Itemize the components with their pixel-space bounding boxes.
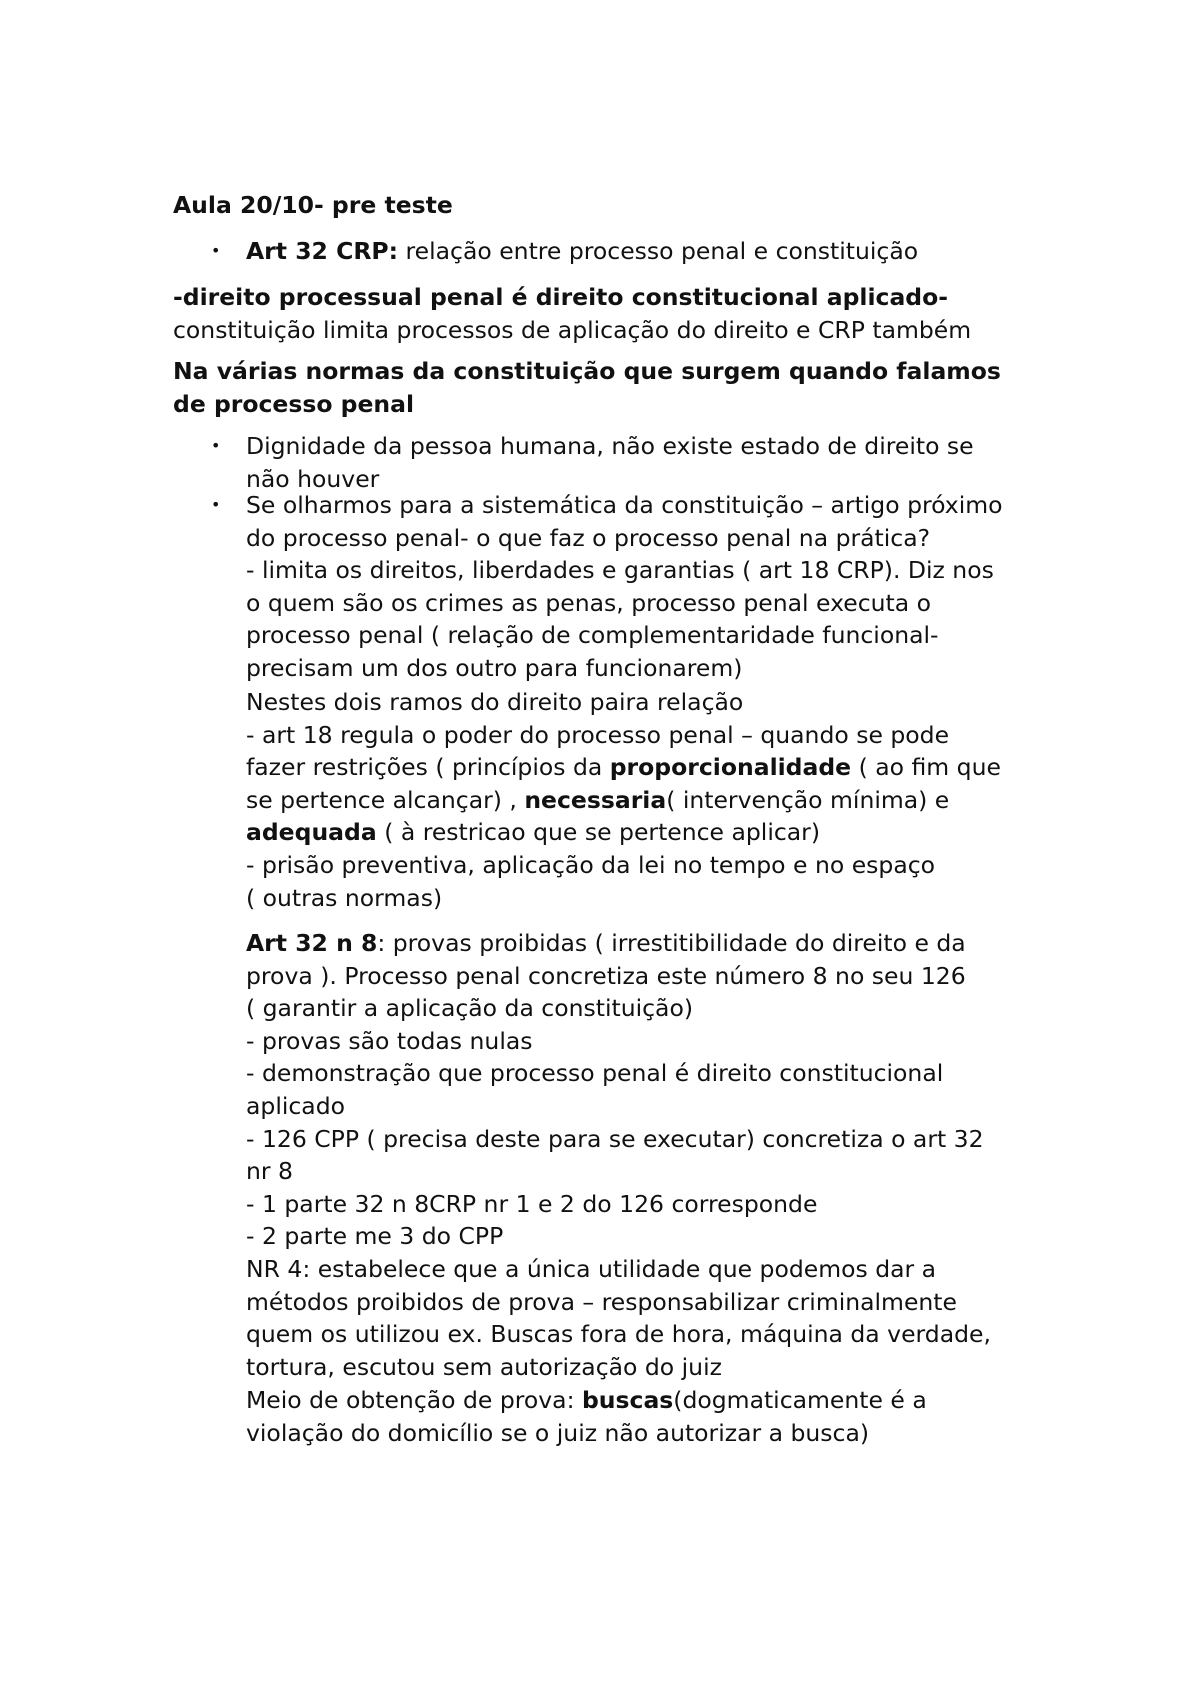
item-text: relação entre processo penal e constituição (398, 237, 919, 265)
paragraph: Nestes dois ramos do direito paira relação - art 18 regula o poder do processo penal – quando se pode fazer restrições ( princípios da proporcionalidade ( ao fim que se pertence alcançar) , necessaria( intervenção mínima) e adequada ( à restricao que se pertence aplicar) - prisão preventiva, aplicação da lei no tempo e no espaço ( outras normas) (246, 688, 1001, 912)
page-title: Aula 20/10- pre teste (173, 191, 453, 219)
bullet-icon: • (211, 495, 221, 514)
bullet-icon: • (211, 436, 221, 455)
list-item: Dignidade da pessoa humana, não existe estado de direito se não houver (246, 432, 974, 493)
list-item: Se olharmos para a sistemática da constituição – artigo próximo do processo penal- o que faz o processo penal na prática? - limita os direitos, liberdades e garantias ( art 18 CRP). Diz nos o quem são os crimes as penas, processo penal executa o processo penal ( relação de complementaridade funcional- precisam um dos outro para funcionarem) (246, 491, 1003, 682)
item-label: Art 32 CRP: (246, 237, 399, 265)
paragraph: Art 32 n 8: provas proibidas ( irrestitibilidade do direito e da prova ). Processo penal concretiza este número 8 no seu 126 ( garantir a aplicação da constituição) - provas são todas nulas - demonstração que processo penal é direito constitucional aplicado - 126 CPP ( precisa deste para se executar) concretiza o art 32 nr 8 - 1 parte 32 n 8CRP nr 1 e 2 do 126 corresponde - 2 parte me 3 do CPP NR 4: estabelece que a única utilidade que podemos dar a métodos proibidos de prova – responsabilizar criminalmente quem os utilizou ex. Buscas fora de hora, máquina da verdade, tortura, escutou sem autorização do juiz (246, 929, 991, 1381)
section-heading: Na várias normas da constituição que surgem quando falamos de processo penal (173, 357, 1001, 418)
list-item (246, 235, 1056, 268)
paragraph: Meio de obtenção de prova: buscas(dogmaticamente é a violação do domicílio se o juiz não autorizar a busca) (246, 1386, 927, 1447)
bullet-icon: • (211, 241, 221, 260)
paragraph: -direito processual penal é direito constitucional aplicado- constituição limita processos de aplicação do direito e CRP também (173, 283, 972, 344)
